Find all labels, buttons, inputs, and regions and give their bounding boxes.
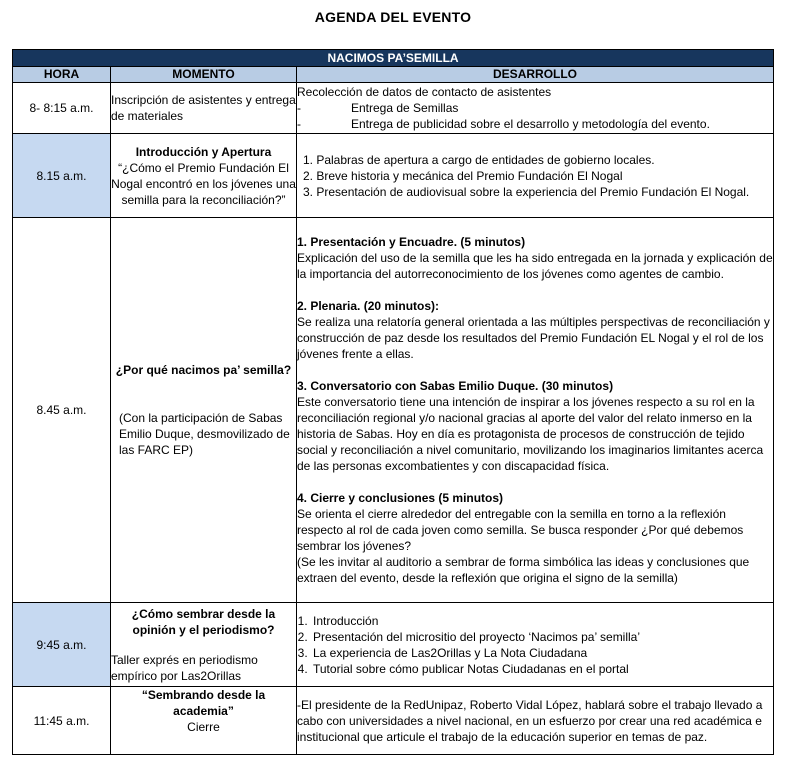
row-hora: 11:45 a.m. — [13, 687, 111, 755]
document-title: AGENDA DEL EVENTO — [314, 9, 472, 25]
momento-text: Taller exprés en periodismo empírico por Las2Orillas — [111, 652, 258, 683]
momento-title: ¿Por qué nacimos pa’ semilla? — [115, 363, 292, 377]
section-heading: 4. Cierre y conclusiones (5 minutos) — [297, 491, 504, 505]
momento-title: “Sembrando desde la academia” — [141, 688, 266, 718]
section-note: (Se les invitar al auditorio a sembrar de forma simbólica las ideas y conclusiones que extraen del evento, desde la reflexión que origina el signo de la semilla) — [297, 555, 750, 585]
column-header-momento: MOMENTO — [111, 67, 297, 83]
momento-text: “¿Cómo el Premio Fundación El Nogal encontró en los jóvenes una semilla para la reconciliación?” — [111, 160, 296, 207]
row-hora: 9:45 a.m. — [13, 603, 111, 687]
column-header-desarrollo: DESARROLLO — [297, 67, 774, 83]
list-item: 2. Presentación del micrositio del proyecto ‘Nacimos pa’ semilla’ — [311, 629, 773, 645]
section-body: Explicación del uso de la semilla que les ha sido entregada en la jornada y explicación de la importancia del autorreconocimiento de los jóvenes como agentes de cambio. — [297, 251, 773, 281]
table-row — [13, 603, 774, 687]
table-row — [13, 218, 774, 603]
momento-title: ¿Cómo sembrar desde la opinión y el periodismo? — [131, 606, 276, 637]
momento-title: Introducción y Apertura — [135, 144, 272, 159]
section-body: Este conversatorio tiene una intención de inspirar a los jóvenes respecto a su rol en la reconciliación regional y/o nacional gracias al aporte del valor del relato inmerso en la historia de Sabas. Hoy en día es protagonista de procesos de construcción de tejido social y reconciliación a nivel comunitario, movilizando los imaginarios limitantes acerca de las personas excombatientes y con discapacidad física. — [297, 395, 764, 473]
table-row — [13, 687, 774, 755]
row-hora: 8.15 a.m. — [13, 134, 111, 218]
list-marker: - — [297, 117, 301, 131]
section-body: Se realiza una relatoría general orientada a las múltiples perspectivas de reconciliación y construcción de paz desde los resultados del Premio Fundación EL Nogal y el rol de los jóvenes frente a ellas. — [297, 315, 770, 361]
list-item-text: Entrega de publicidad sobre el desarrollo y metodología del evento. — [351, 117, 710, 131]
section-body: Se orienta el cierre alrededor del entregable con la semilla en torno a la reflexión respecto al rol de cada joven como semilla. Se busca responder ¿Por qué debemos sembrar los jóvenes? — [297, 507, 744, 553]
row-momento — [111, 687, 297, 755]
momento-text: Cierre — [187, 720, 220, 734]
event-banner: NACIMOS PA’SEMILLA — [13, 50, 774, 67]
desarrollo-intro: Recolección de datos de contacto de asistentes — [297, 85, 552, 99]
list-item: 4. Tutorial sobre cómo publicar Notas Ciudadanas en el portal — [311, 661, 773, 677]
row-desarrollo — [297, 134, 774, 218]
list-item-text: Entrega de Semillas — [351, 101, 459, 115]
row-desarrollo — [297, 218, 774, 603]
agenda-table — [12, 49, 774, 755]
list-item: 2. Breve historia y mecánica del Premio Fundación El Nogal — [303, 168, 623, 183]
row-momento: Inscripción de asistentes y entrega de materiales — [111, 83, 297, 134]
row-desarrollo — [297, 603, 774, 687]
section-heading: 2. Plenaria. (20 minutos): — [297, 299, 440, 313]
list-item: 3. Presentación de audiovisual sobre la experiencia del Premio Fundación El Nogal. — [303, 184, 750, 199]
list-item — [297, 100, 773, 116]
list-item: 3. La experiencia de Las2Orillas y La Nota Ciudadana — [311, 645, 773, 661]
table-row — [13, 134, 774, 218]
row-momento — [111, 603, 297, 687]
momento-text: (Con la participación de Sabas Emilio Duque, desmovilizado de las FARC EP) — [119, 411, 290, 457]
row-momento — [111, 134, 297, 218]
row-desarrollo: -El presidente de la RedUnipaz, Roberto Vidal López, hablará sobre el trabajo llevado a cabo con universidades a nivel nacional, en un esfuerzo por crear una red académica e institucional que articule el trabajo de la educación superior en temas de paz. — [297, 687, 774, 755]
list-item: 1. Palabras de apertura a cargo de entidades de gobierno locales. — [303, 152, 655, 167]
list-item: 1. Introducción — [311, 613, 773, 629]
row-hora: 8- 8:15 a.m. — [13, 83, 111, 134]
table-row — [13, 83, 774, 134]
row-momento — [111, 218, 297, 603]
section-heading: 1. Presentación y Encuadre. (5 minutos) — [297, 235, 526, 249]
numbered-list — [297, 613, 773, 677]
list-marker: - — [297, 101, 301, 115]
column-header-hora: HORA — [13, 67, 111, 83]
row-desarrollo — [297, 83, 774, 134]
section-heading: 3. Conversatorio con Sabas Emilio Duque. (30 minutos) — [297, 379, 614, 393]
row-hora: 8.45 a.m. — [13, 218, 111, 603]
list-item — [297, 116, 773, 132]
